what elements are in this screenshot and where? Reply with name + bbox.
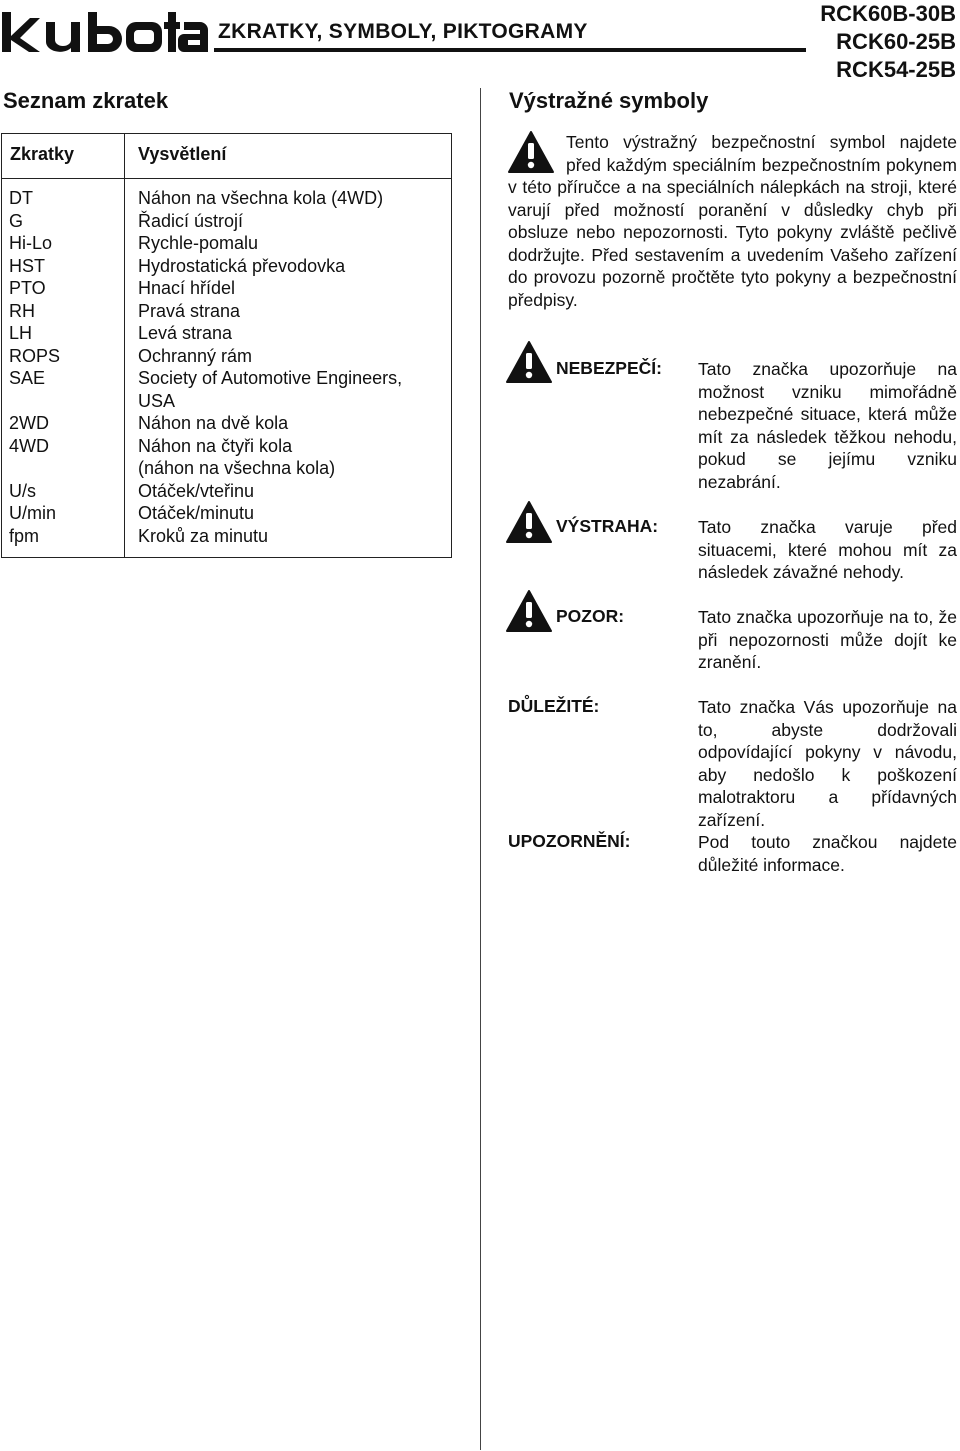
abbr-cell: HST — [9, 255, 45, 276]
column-divider — [480, 88, 481, 1450]
explanation-cell: Otáček/minutu — [138, 503, 255, 523]
explanation-cell: Levá strana — [138, 323, 233, 343]
abbr-cell: LH — [9, 323, 33, 343]
model-list — [820, 0, 956, 84]
table-header-explanation: Vysvětlení — [138, 144, 227, 164]
table-header-divider — [2, 178, 451, 179]
explanation-cell: Kroků za minutu — [138, 525, 269, 546]
warning-intro-text: Tento výstražný bezpečnostní symbol najdete před každým speciálním bezpečnostním pokynem v této příručce a na speciálních nálepkách na stroji, které varují před možností poranění v důsledky chyb při obsluze nebo nepozornosti. Tyto pokyny zvláště pečlivě dodržujte. Před sestavením a uvedením Vašeho zařízení do provozu pozorně pročtěte tyto pokyny a bezpečnostní předpisy. — [508, 132, 957, 310]
abbr-cell: U/min — [9, 503, 57, 523]
table-column-divider — [124, 134, 125, 557]
table-header-abbr: Zkratky — [10, 144, 75, 164]
model-name: RCK60-25B — [836, 29, 956, 54]
explanation-cell: Pravá strana — [138, 300, 241, 321]
explanation-cell: Náhon na dvě kola — [138, 413, 289, 433]
warning-description: Tato značka varuje před situacemi, které mohou mít za následek závažné nehody. — [698, 517, 957, 582]
abbr-cell: 2WD — [9, 413, 49, 433]
explanation-cell: Rychle-pomalu — [138, 233, 259, 253]
warning-triangle-icon — [505, 340, 553, 384]
abbr-cell: 4WD — [9, 435, 49, 456]
abbr-cell: RH — [9, 300, 35, 321]
explanation-cell: Hydrostatická převodovka — [138, 255, 346, 276]
abbr-cell: PTO — [9, 278, 46, 298]
explanation-cell: Hnací hřídel — [138, 278, 236, 298]
danger-description: Tato značka upozorňuje na možnost vzniku mimořádně nebezpečné situace, která může mít za následek těžkou nehodu, pokud se jejímu vzniku nezabrání. — [698, 359, 957, 492]
abbr-cell: G — [9, 210, 24, 231]
explanation-cell: Ochranný rám — [138, 345, 253, 366]
abbr-cell: SAE — [9, 368, 46, 388]
abbr-cell: DT — [9, 188, 33, 208]
warning-triangle-icon — [505, 589, 553, 633]
abbreviations-title: Seznam zkratek — [3, 88, 169, 113]
explanation-cell: Náhon na čtyři kola (náhon na všechna kola) — [138, 435, 336, 478]
caution-description: Tato značka upozorňuje na to, že při nepozornosti může dojít ke zranění. — [698, 607, 957, 672]
abbr-cell: ROPS — [9, 345, 61, 366]
notice-label: UPOZORNĚNÍ: — [508, 831, 631, 851]
header-rule — [214, 48, 806, 52]
explanation-cell: Náhon na všechna kola (4WD) — [138, 188, 384, 208]
important-description: Tato značka Vás upozorňuje na to, abyste dodržovali odpovídající pokyny v návodu, aby nedošlo k poškození malotraktoru a přídavných zařízení. — [698, 697, 957, 830]
warning-triangle-icon — [505, 500, 553, 544]
abbreviation-column — [9, 187, 121, 547]
explanation-column — [138, 187, 448, 547]
danger-label: NEBEZPEČÍ: — [556, 358, 662, 378]
caution-label: POZOR: — [556, 606, 625, 626]
warning-label: VÝSTRAHA: — [556, 516, 659, 536]
warnings-title: Výstražné symboly — [509, 88, 709, 113]
notice-description: Pod touto značkou najdete důležité informace. — [698, 832, 957, 875]
abbr-cell: fpm — [9, 525, 40, 546]
abbr-cell: U/s — [9, 480, 36, 501]
kubota-logo-icon — [2, 8, 208, 56]
abbreviation-table — [1, 133, 452, 558]
model-name: RCK54-25B — [836, 57, 956, 82]
model-name: RCK60B-30B — [820, 1, 956, 26]
explanation-cell: Otáček/vteřinu — [138, 480, 255, 501]
explanation-cell: Řadicí ústrojí — [138, 210, 244, 231]
explanation-cell: Society of Automotive Engineers, USA — [138, 368, 403, 411]
page-header-title: ZKRATKY, SYMBOLY, PIKTOGRAMY — [218, 20, 588, 43]
important-label: DŮLEŽITÉ: — [508, 696, 600, 716]
abbr-cell: Hi-Lo — [9, 233, 53, 253]
